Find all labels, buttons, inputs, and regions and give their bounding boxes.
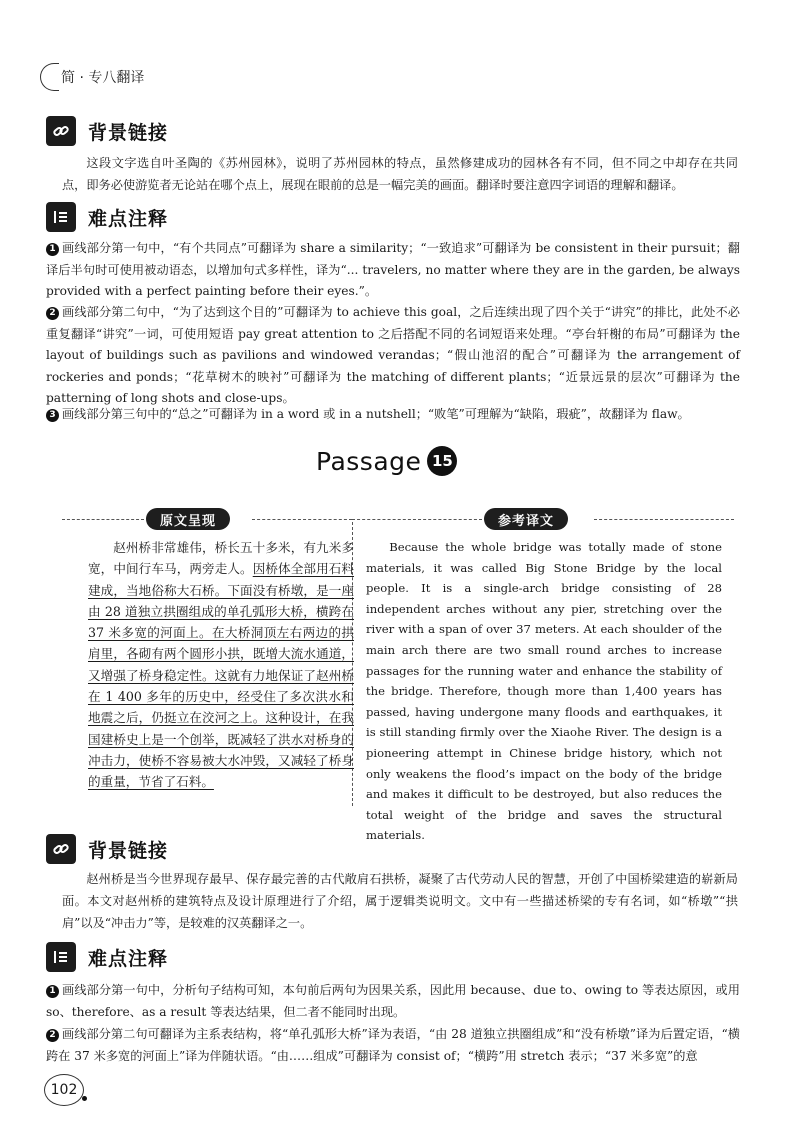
frame-line — [62, 519, 144, 520]
original-underlined: 因桥体全部用石料建成，当地俗称大石桥。下面没有桥墩，是一座由 28 道独立拱圈组成的单孔弧形大桥，横跨在 37 米多宽的河面上。在大桥洞顶左右两边的拱肩里，各砌有两个圆形小拱，既增大流水通道，又增强了桥身稳定性。这就有力地保证了赵州桥在 1 400 多年的历史中，经受住了多次洪水和地震之后，仍挺立在洨河之上。这种设计，在我国建桥史上是一个创举，既减轻了洪水对桥身的冲击力，使桥不容易被大水冲毁，又减轻了桥身的重量，节省了石料。 — [88, 561, 355, 790]
section-heading-background-1 — [46, 116, 168, 146]
section-title: 难点注释 — [88, 207, 169, 230]
section-heading-notes-1 — [46, 202, 168, 232]
note-number: 2 — [46, 307, 59, 320]
translation-text — [366, 537, 722, 846]
frame-line — [594, 519, 734, 520]
original-label: 原文呈现 — [146, 508, 230, 530]
passage-word: Passage — [316, 446, 422, 476]
note-number: 1 — [46, 243, 59, 256]
section-heading-notes-2 — [46, 942, 168, 972]
frame-line — [252, 519, 352, 520]
passage-number: 15 — [427, 446, 457, 476]
note-text: 画线部分第二句中，“为了达到这个目的”可翻译为 to achieve this goal，之后连续出现了四个关于“讲究”的排比，此处不必重复翻译“讲究”一词，可使用短语 pay great attention to 之后搭配不同的名词短语来处理。“亭台轩榭的布局”可翻译为 the layout of buildings such as pavilions and windowed verandas；“假山池沼的配合”可翻译为 the arrangement of rockeries and ponds；“花草树木的映衬”可翻译为 the matching of different plants；“近景远景的层次”可翻译为 the patterning of long shots and close-ups。 — [46, 305, 740, 405]
note-item — [46, 302, 740, 410]
note-number: 2 — [46, 1029, 59, 1042]
list-icon — [46, 942, 76, 972]
page-number-text: 102 — [50, 1082, 78, 1098]
section-heading-background-2 — [46, 834, 168, 864]
section-title: 难点注释 — [88, 947, 169, 970]
link-icon — [46, 834, 76, 864]
note-item — [46, 980, 740, 1023]
note-text: 画线部分第一句中，分析句子结构可知，本句前后两句为因果关系，因此用 because、due to、owing to 等表达原因，或用 so、therefore、as a result 等表达结果，但二者不能同时出现。 — [46, 983, 740, 1019]
note-text: 画线部分第一句中，“有个共同点”可翻译为 share a similarity；“一致追求”可翻译为 be consistent in their pursuit；翻译后半句时可使用被动语态，以增加句式多样性，译为“... travelers, no matter where they are in the garden, be always provided with a perfect painting before their eyes.”。 — [46, 241, 740, 298]
note-item — [46, 238, 740, 303]
page-number — [44, 1074, 84, 1106]
note-number: 1 — [46, 985, 59, 998]
list-icon — [46, 202, 76, 232]
original-lead: 赵州桥非常雄伟，桥长五十多米，有九米多宽，中间行车马，两旁走人。 — [88, 540, 354, 577]
note-item — [46, 404, 740, 426]
page-number-dot — [82, 1096, 87, 1101]
note-text: 画线部分第二句可翻译为主系表结构，将“单孔弧形大桥”译为表语，“由 28 道独立拱圈组成”和“没有桥墩”译为后置定语，“横跨在 37 米多宽的河面上”译为伴随状语。“由……组成”可翻译为 consist of；“横跨”用 stretch 表示；“37 米多宽”的意 — [46, 1027, 740, 1063]
passage-title — [316, 446, 457, 476]
translation-label: 参考译文 — [484, 508, 568, 530]
note-number: 3 — [46, 409, 59, 422]
header-tag: 简 · 专八翻译 — [61, 70, 145, 86]
background-text-2: 赵州桥是当今世界现存最早、保存最完善的古代敞肩石拱桥，凝聚了古代劳动人民的智慧，开创了中国桥梁建造的崭新局面。本文对赵州桥的建筑特点及设计原理进行了介绍，属于逻辑类说明文。文中有一些描述桥梁的专有名词，如“桥墩”“拱肩”以及“冲击力”等，是较难的汉英翻译之一。 — [62, 872, 738, 930]
running-header — [40, 64, 144, 90]
translation-body: Because the whole bridge was totally made of stone materials, it was called Big Stone Bridge by the local people. It is a single-arch bridge consisting of 28 independent arches without any pier, stretching over the river with a span of over 37 meters. At each shoulder of the main arch there are two small round arches to increase passages for the running water and enhance the stability of the bridge. Therefore, though more than 1,400 years has passed, having undergone many floods and earthquakes, it is still standing firmly over the Xiaohe River. The design is a pioneering attempt in Chinese bridge history, which not only weakens the flood’s impact on the body of the bridge and makes it difficult to be destroyed, but also reduces the total weight of the bridge and saves the structural materials. — [366, 540, 722, 843]
section-title: 背景链接 — [88, 121, 169, 144]
header-bracket — [40, 63, 59, 91]
note-text: 画线部分第三句中的“总之”可翻译为 in a word 或 in a nutshell；“败笔”可理解为“缺陷，瑕疵”，故翻译为 flaw。 — [62, 407, 690, 421]
original-text — [88, 537, 354, 793]
note-item — [46, 1024, 740, 1068]
frame-line — [352, 519, 482, 520]
background-text-1: 这段文字选自叶圣陶的《苏州园林》，说明了苏州园林的特点，虽然修建成功的园林各有不同，但不同之中却存在共同点，即务必使游览者无论站在哪个点上，展现在眼前的总是一幅完美的画面。翻译时要注意四字词语的理解和翻译。 — [62, 156, 738, 192]
section-title: 背景链接 — [88, 839, 169, 862]
link-icon — [46, 116, 76, 146]
